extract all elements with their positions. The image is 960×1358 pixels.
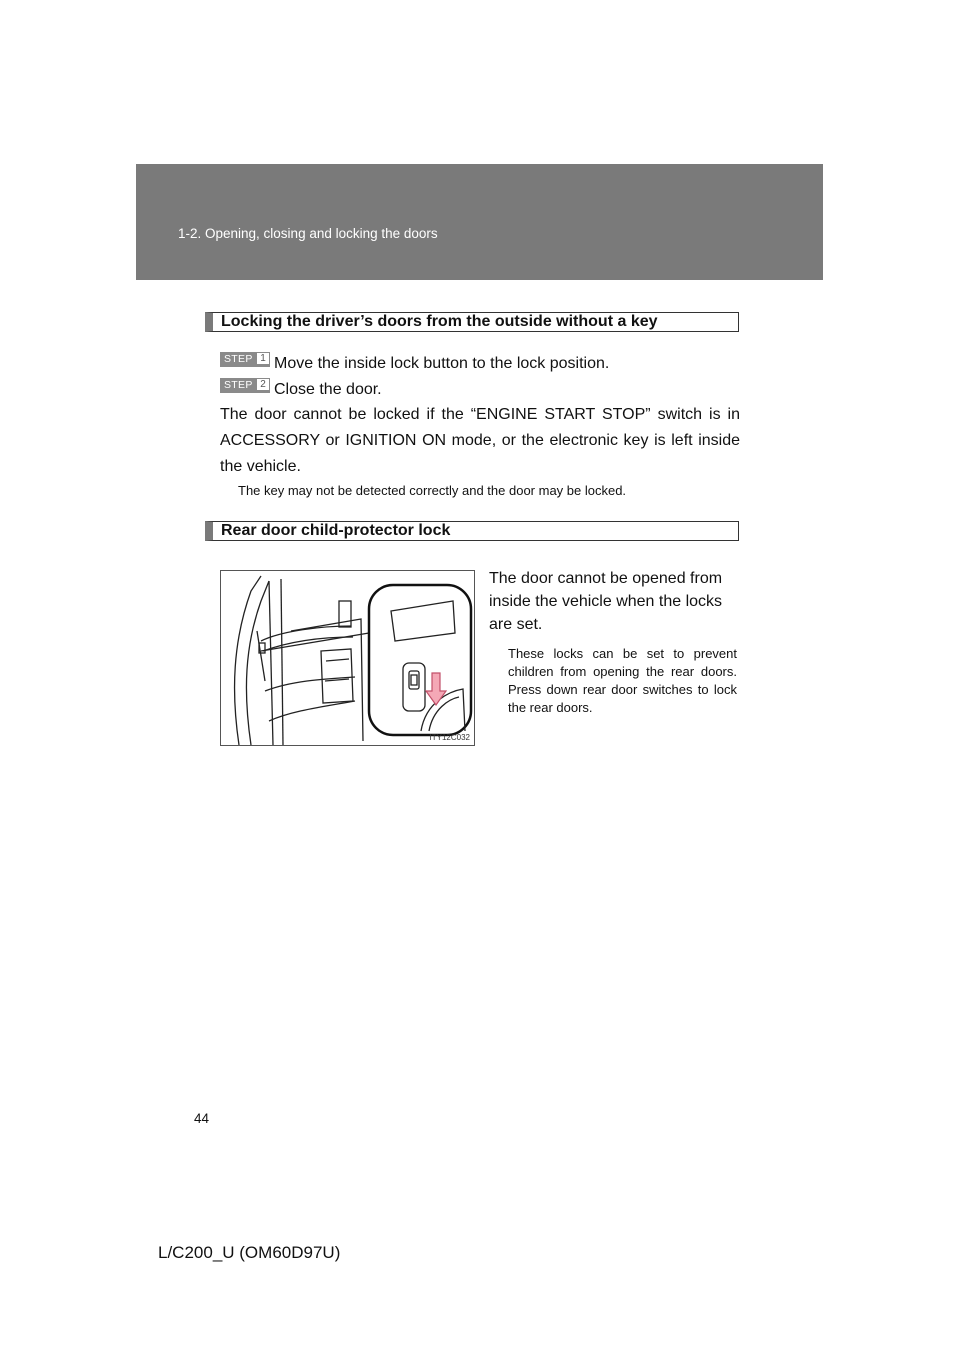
step-text: Move the inside lock button to the lock position. <box>274 355 610 372</box>
locking-body-text: The door cannot be locked if the “ENGINE START STOP” switch is in ACCESSORY or IGNITION ON mode, or the electronic key is left inside the vehicle. <box>220 406 740 475</box>
child-lock-body-text: The door cannot be opened from inside the vehicle when the locks are set. <box>489 570 723 633</box>
step-badge: STEP 2 <box>220 378 270 393</box>
figure-code: ITY12C032 <box>429 733 470 742</box>
section-heading-child-lock: Rear door child-protector lock <box>205 521 739 541</box>
chapter-header <box>136 164 823 280</box>
step-2 <box>220 378 382 400</box>
page-number: 44 <box>194 1111 210 1126</box>
section-heading-locking: Locking the driver’s doors from the outside without a key <box>205 312 739 332</box>
step-text: Close the door. <box>274 381 382 398</box>
rear-door-illustration <box>221 571 474 745</box>
document-code: L/C200_U (OM60D97U) <box>158 1243 341 1262</box>
step-1 <box>220 352 609 374</box>
step-badge: STEP 1 <box>220 352 270 367</box>
chapter-title: 1-2. Opening, closing and locking the doors <box>178 226 438 241</box>
child-lock-illustration <box>220 570 475 746</box>
locking-note: The key may not be detected correctly and the door may be locked. <box>238 483 627 498</box>
child-lock-note: These locks can be set to prevent children from opening the rear doors. Press down rear door switches to lock the rear doors. <box>508 646 737 715</box>
